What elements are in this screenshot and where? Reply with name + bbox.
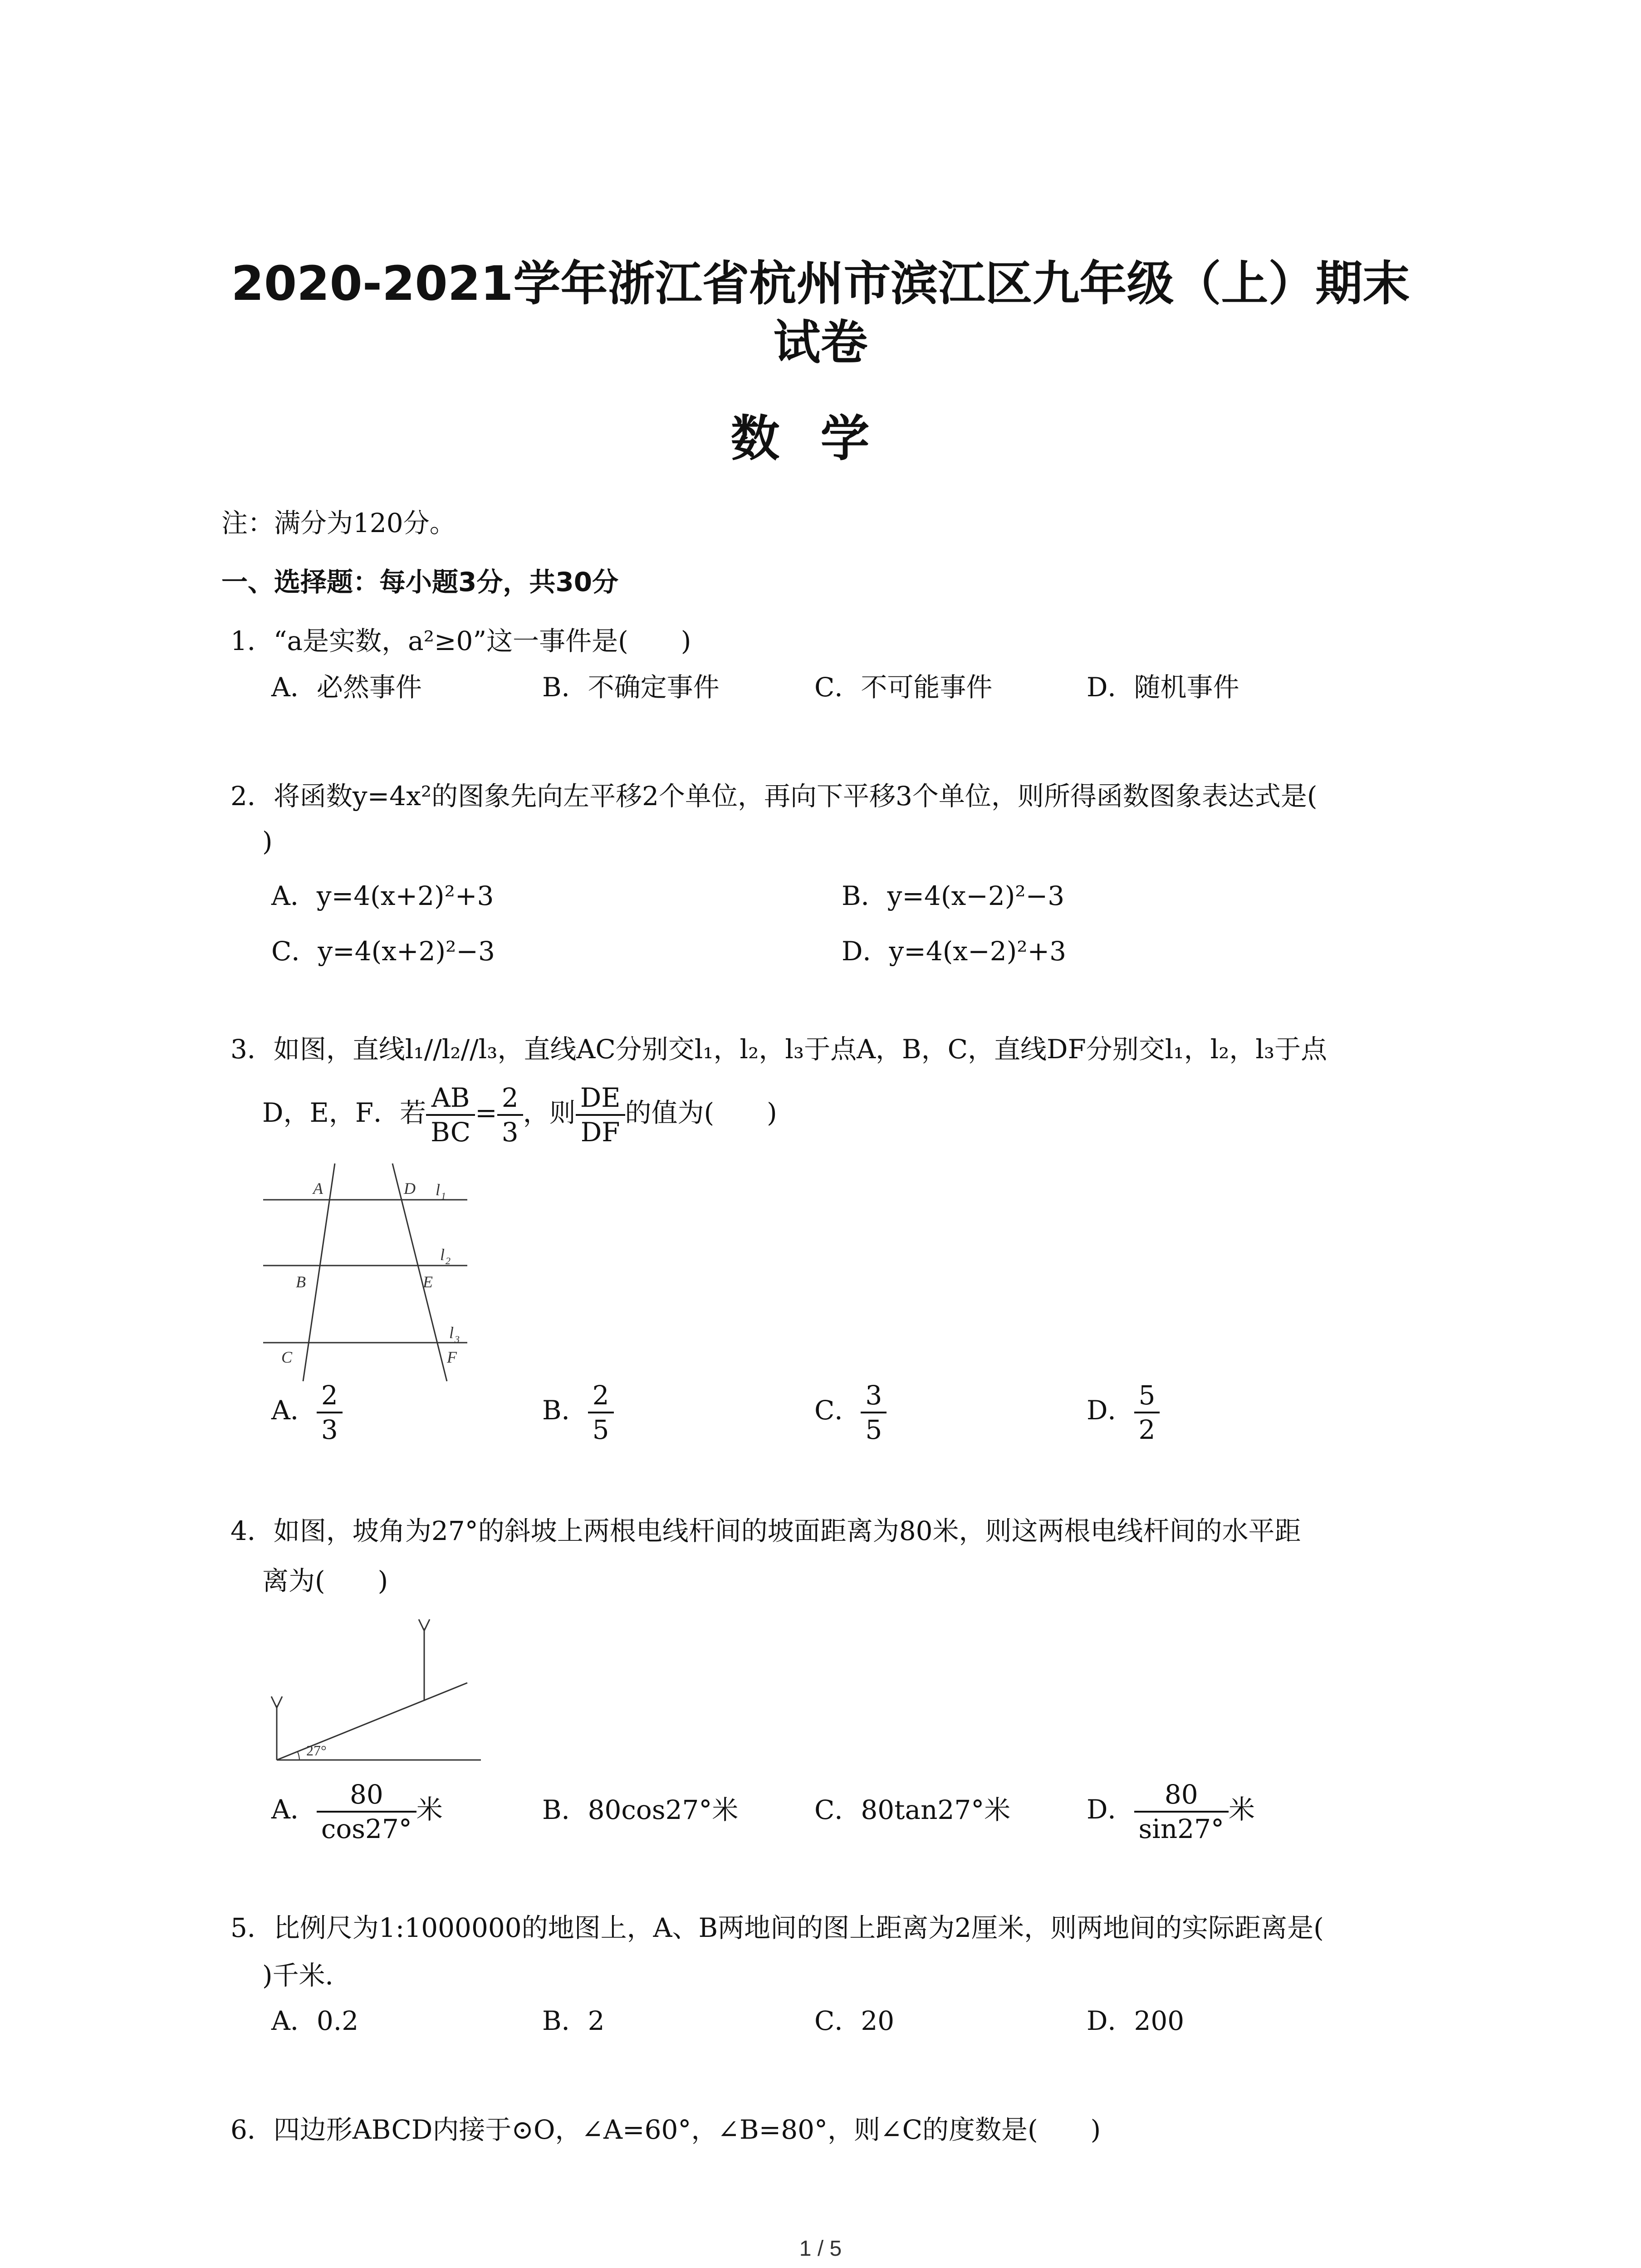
q4-option-c: C．80tan27°米 bbox=[814, 1794, 1011, 1825]
angle-label: 27° bbox=[306, 1742, 327, 1759]
label-l3-subscript: 3 bbox=[455, 1334, 460, 1345]
q3-parallel-lines-figure bbox=[254, 1152, 508, 1397]
q2-option-b: B．y=4(x−2)²−3 bbox=[842, 880, 1065, 911]
q2-option-a: A．y=4(x+2)²+3 bbox=[271, 880, 494, 911]
fraction-numerator: 5 bbox=[1134, 1379, 1160, 1413]
q4-slope-figure bbox=[263, 1615, 499, 1778]
option-fraction bbox=[317, 1379, 343, 1446]
question-4-stem-cont: 离为( ) bbox=[262, 1565, 388, 1596]
q1-option-d: D．随机事件 bbox=[1087, 672, 1239, 703]
q3-option-b bbox=[542, 1379, 614, 1446]
question-1-stem: 1．“a是实数，a²≥0”这一事件是( ) bbox=[230, 626, 691, 656]
option-letter: D． bbox=[1087, 1395, 1134, 1426]
option-fraction bbox=[317, 1778, 416, 1845]
q4-option-b: B．80cos27°米 bbox=[542, 1794, 739, 1825]
q2-option-c: C．y=4(x+2)²−3 bbox=[271, 936, 495, 967]
fraction-numerator: 80 bbox=[1134, 1778, 1229, 1813]
fraction-denominator: 5 bbox=[592, 1414, 609, 1445]
label-l1-subscript: 1 bbox=[441, 1190, 446, 1202]
fraction-denominator: 3 bbox=[501, 1116, 519, 1148]
q3-option-a bbox=[271, 1379, 343, 1446]
slope-line bbox=[277, 1683, 467, 1760]
exam-title-line1: 2020-2021学年浙江省杭州市滨江区九年级（上）期末 bbox=[231, 256, 1410, 311]
q4-option-a bbox=[271, 1778, 443, 1845]
q5-option-b: B．2 bbox=[542, 2005, 605, 2036]
q1-option-b: B．不确定事件 bbox=[542, 672, 720, 703]
subject-title: 数学 bbox=[730, 411, 911, 467]
q4-option-d bbox=[1087, 1778, 1255, 1845]
question-2-stem-cont: ) bbox=[262, 826, 273, 857]
question-2-stem: 2．将函数y=4x²的图象先向左平移2个单位，再向下平移3个单位，则所得函数图象表达式是( bbox=[230, 781, 1318, 811]
q1-option-a: A．必然事件 bbox=[271, 672, 422, 703]
option-letter: C． bbox=[814, 1395, 861, 1426]
fraction-denominator: cos27° bbox=[321, 1813, 412, 1844]
option-unit: 米 bbox=[416, 1794, 443, 1825]
option-fraction bbox=[588, 1379, 614, 1446]
question-4-stem: 4．如图，坡角为27°的斜坡上两根电线杆间的坡面距离为80米，则这两根电线杆间的水平距 bbox=[230, 1515, 1301, 1546]
option-letter: B． bbox=[542, 1395, 588, 1426]
angle-arc bbox=[298, 1752, 299, 1760]
q3-option-d bbox=[1087, 1379, 1160, 1446]
label-a: A bbox=[313, 1179, 323, 1198]
label-l3: l bbox=[449, 1324, 454, 1342]
option-letter: A． bbox=[271, 1794, 317, 1825]
fraction-denominator: 3 bbox=[321, 1414, 338, 1445]
q3-text-post: 的值为( ) bbox=[625, 1097, 777, 1128]
q5-option-d: D．200 bbox=[1087, 2005, 1185, 2036]
q5-option-c: C．20 bbox=[814, 2005, 895, 2036]
fraction-numerator: AB bbox=[426, 1081, 475, 1116]
question-3-stem: 3．如图，直线l₁//l₂//l₃，直线AC分别交l₁，l₂，l₃于点A，B，C，直线DF分别交l₁，l₂，l₃于点 bbox=[230, 1034, 1327, 1065]
fraction-denominator: 2 bbox=[1138, 1414, 1156, 1445]
q3-fraction-ab-bc bbox=[426, 1081, 475, 1149]
q3-option-c bbox=[814, 1379, 887, 1446]
q1-option-c: C．不可能事件 bbox=[814, 672, 993, 703]
q3-text-mid: ，则 bbox=[523, 1097, 576, 1128]
option-fraction bbox=[1134, 1379, 1160, 1446]
label-l2-subscript: 2 bbox=[446, 1255, 451, 1266]
fraction-numerator: 2 bbox=[497, 1081, 523, 1116]
label-e: E bbox=[423, 1273, 433, 1291]
question-3-stem-cont bbox=[262, 1079, 777, 1149]
question-6-stem: 6．四边形ABCD内接于⊙O，∠A=60°，∠B=80°，则∠C的度数是( ) bbox=[230, 2114, 1101, 2145]
fraction-numerator: DE bbox=[576, 1081, 625, 1116]
option-fraction bbox=[1134, 1778, 1229, 1845]
q3-fraction-de-df bbox=[576, 1081, 625, 1149]
q3-equals: = bbox=[475, 1097, 497, 1128]
fraction-numerator: 3 bbox=[861, 1379, 887, 1413]
q3-text-pre: D，E，F．若 bbox=[262, 1097, 426, 1128]
q5-option-a: A．0.2 bbox=[271, 2005, 359, 2036]
label-l1: l bbox=[436, 1181, 441, 1199]
fraction-denominator: BC bbox=[431, 1116, 471, 1148]
fraction-numerator: 2 bbox=[317, 1379, 343, 1413]
section-heading: 一、选择题：每小题3分，共30分 bbox=[221, 567, 619, 597]
fraction-denominator: sin27° bbox=[1138, 1813, 1224, 1844]
option-unit: 米 bbox=[1229, 1794, 1255, 1825]
option-fraction bbox=[861, 1379, 887, 1446]
fraction-numerator: 2 bbox=[588, 1379, 614, 1413]
fraction-numerator: 80 bbox=[317, 1778, 416, 1813]
label-d: D bbox=[404, 1179, 416, 1198]
exam-title-line2: 试卷 bbox=[773, 315, 868, 370]
question-5-stem-cont: )千米． bbox=[262, 1960, 352, 1991]
label-b: B bbox=[296, 1273, 306, 1291]
fraction-denominator: DF bbox=[580, 1116, 620, 1148]
page-number: 1 / 5 bbox=[799, 2237, 842, 2261]
score-note: 注：满分为120分。 bbox=[221, 508, 456, 538]
fraction-denominator: 5 bbox=[865, 1414, 882, 1445]
label-c: C bbox=[281, 1348, 293, 1366]
option-letter: D． bbox=[1087, 1794, 1134, 1825]
label-f: F bbox=[447, 1348, 457, 1366]
label-l2: l bbox=[440, 1246, 445, 1264]
option-letter: A． bbox=[271, 1395, 317, 1426]
q3-fraction-2-3 bbox=[497, 1081, 523, 1149]
q2-option-d: D．y=4(x−2)²+3 bbox=[842, 936, 1066, 967]
question-5-stem: 5．比例尺为1:1000000的地图上，A、B两地间的图上距离为2厘米，则两地间的实际距离是( bbox=[230, 1912, 1324, 1943]
